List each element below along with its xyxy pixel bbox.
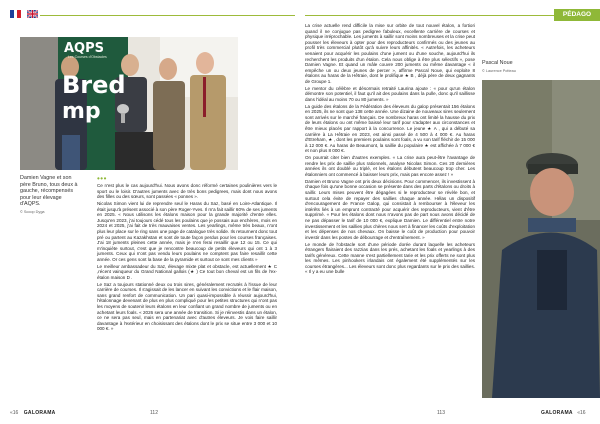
paragraph: La guide des étalons de la Fédération des éleveurs du galop présentait 156 étalons en 2025, ils ne sont que 138 cette année. Une dizaine de nouveaux sires seulement sont arrivés sur le marché français. De nombreux haras ont limité la hausse du prix de leurs étalons ou ont même baissé leur tarif pour s'adapter aux circonstances et être mieux placés par rapport à la concurrence. Le jeune ★ A , qui a débuté sa carrière à La Hêtraie en 2023, est ainsi passé de 4 500 à 4 000 €. Au haras d'Etreham, ★ , dont les premiers poulains sont foals, a vu son tarif fléchir de 15 000 à 12 000 €. Au haras de Beaumont, la saillie du populaire ★ est affichée à 7 000 € et non plus 8 000 €. — [305, 103, 475, 154]
page-number-right: 113 — [437, 410, 445, 416]
paragraph: Nicolas Simon vient lui de reprendre seul le Haras du Saz, basé en Loire-Atlantique. Il était jusqu'à présent associé à son père Roger-Yves. Il m'a fait saillir 60% de ses juments en 2025. « Nous utilisons les étalons maison pour la grande majorité d'entre elles. Jusqu'en 2023, j'ai toujours cédé tous les poulains que je possais aux enchères, mois en 2024 et 2025, j'ai fait de très mauvaises ventes. Les yearlings, même très beaux, n'ont plus leur place sur le ring sans une page de catalogue très solide. Ils retournent donc tout pré ou partent au Kazakhstan et sont de toute façon perdus pour les courses françaises. J'ai 18 juments pleines cette année, mais je n'en ferai resaillir que 12 ou 15. Ce qui m'inquiète surtout, c'est que je rencontre beaucoup de petits éleveurs qui ont 1 à 3 juments. Ceux qui n'ont pas vendu leurs poulains ne comptent pas faire resaillir cette année. Or ces gens sont la base de la pyramide et surtout ce sont mes clients » — [97, 200, 277, 262]
right-photo-caption — [482, 60, 522, 74]
caption-text: Pascal Noue — [482, 60, 513, 66]
article-column-page112 — [97, 183, 277, 333]
paragraph: La crise actuelle rend difficile la mise sur orbite de tout nouvel étalon, a fortiori quand il ne conjugue pas pedigree fabuleux, excellente carrière de courses et physique irréprochable. Les juments à saillir sont moins nombreuses et la crise peut pousser les éleveurs à opter pour des reproducteurs confirmés ou des jeunes au profil très commercial plutôt qu'à suivre leurs affinités. « Autrefois, les acheteurs venaient pour acquérir les poulains d'une jument ou d'une souche, aujourd'hui ils recherchent les produits d'un étalon. Cela nous oblige à être plus sélectifs », pose Damien Vagne. Et quand un mâle couvre 200 juments ou même davantage « il empêche un ou deux jeunes de percer », affirme Pascal Noue, qui exploite 8 étalons au haras de la Hêtraie, dont le prolifique ★ B , déjà père de deux gagnants de Groupe 1. — [305, 23, 475, 84]
paragraph: Le Saz a toujours stationné deux ou trois sires, généralement recrutés à l'issue de leur carrière de courses. Il s'agissait de les lancer en suivant les convictions et le flair maison, sans grand renfort de communication. Un pari quasi-impossible à réussir aujourd'hui, l'étalonnage devenant de plus en plus compliqué pour les petites structures qui n'ont pas les moyens de soutenir leurs étalons en leur confiant un grand nombre de juments ou en achetant leurs foals. « 2026 sera une année de transition. Si je réinvestis dans un étalon, ce ne sera pas seul, mais en partenariat avec d'autres éleveurs. Je vois faire saillir davantage à l'extérieur en choisissant des étalons dont le prix se situe entre 3 000 et 10 000 €. » — [97, 281, 277, 332]
footer-left — [10, 410, 56, 416]
footer-right — [541, 410, 586, 416]
section-tag: PÉDAGO — [554, 9, 600, 21]
paragraph: Le monde de l'obstacle sort d'une période dorée durant laquelle les acheteurs étrangers flairaient des razzias dans les prés, achetant les foals et yearlings à des tarifs généreux. Cette manne s'est partiellement tarie et les prix offerts ne sont plus les mêmes. Les pinhookers irlandais ont également été supplémentés sur les courses étrangères... Les éleveurs sont donc plus regardants sur le prix des saillies. « Il y a eu une bulle — [305, 241, 475, 275]
aqps-banner-logo: AQPS — [64, 41, 105, 56]
issue-marker: «16 — [10, 410, 19, 416]
banner-word-fragment: mp — [62, 99, 101, 124]
page-number-left: 112 — [150, 410, 158, 416]
photo-credit: © Scoop Dyga — [20, 209, 45, 214]
section-dots: ••• — [97, 174, 107, 183]
uk-flag-icon[interactable] — [27, 10, 38, 18]
brand-name: GALORAMA — [541, 410, 573, 416]
aqps-banner-subtitle: Les Courses d'Obstacles — [68, 55, 107, 59]
header-rule-right — [305, 15, 555, 16]
brand-name: GALORAMA — [23, 410, 56, 416]
banner-word-bred: Bred — [62, 71, 126, 99]
paragraph: Ce n'est plus le cas aujourd'hui. Nous avons donc réformé certaines poulinières vers le sport ou le loisir. D'autres juments avec de très bons pedigrees, mais dont nous avons des filles ou des sœurs, sont passées « ponnes ». — [97, 183, 277, 200]
pascal-noue-photo — [482, 80, 600, 398]
paragraph: Damien et Bruno Vagne ont pris deux décisions. Pour commencer, ils investissent à chaque fois qu'une bonne occasion se présente dans des parts d'étalons ou droits à saillir. Leurs mises peuvent être dégagées si le reproducteur se révèle bon, et surtout cela évite de repayer des saillies chaque année. Hélas un dispositif d'encouragement de France Galop, qui consistait à rembourser à l'éleveur les intérêts liés à un emprunt contracté pour acquérir des reproducteurs, vient d'être supprimé. « Pour les étalons dont nous n'avons pas de part nous avons décidé de ne pas dépasser le tarif de 10 000 €, explique Damien. Le différentiel entre notre investissement et les saillies plus chères nous sert à financer les coûts d'exploitation et les dépenses de nos chevaux. On baisse le coût de production pour pouvoir investir dans les postes de débourrage et d'entraînement. » — [305, 178, 475, 240]
caption-text: Damien Vagne et son père Bruno, tous deux à gauche, récompensés pour leur élevage d'AQPS. — [20, 175, 78, 207]
article-column-page113 — [305, 23, 475, 276]
paragraph: On pourrait citer bien d'autres exemples. « La crise aura peut-être l'avantage de rendre les prix de saillie plus rationnels, analyse Nicolas Simon. Ces 20 dernières années ils ont doublé ou triplé, et les étalons débutent beaucoup trop cher. Les étalonniers ont commencé à baisser leurs prix, mais pas encore assez ! » — [305, 155, 475, 177]
issue-marker: «16 — [577, 410, 586, 416]
header-rule-left — [40, 15, 295, 16]
left-photo-caption — [20, 175, 78, 215]
paragraph: Le mentor du célèbre et désormais retraité Laurina ajoute : « pour qu'un étalon démontre son potentiel, il faut qu'il ait des poulains dans la pulle, donc qu'il saillisse dans l'idéal au moins 70 ou 80 juments. » — [305, 85, 475, 102]
award-photo — [20, 37, 238, 170]
french-flag-icon[interactable] — [10, 10, 21, 18]
paragraph: Le meilleur ambassadeur du Saz, élevage mixte plat et obstacle, est actuellement ★ C ,récent vainqueur du Grand National gallois (★ ) Ce tout bon cheval est un fils de l'ex-étalon maison D . — [97, 263, 277, 280]
photo-credit: © Laurence Potteau — [482, 68, 516, 73]
